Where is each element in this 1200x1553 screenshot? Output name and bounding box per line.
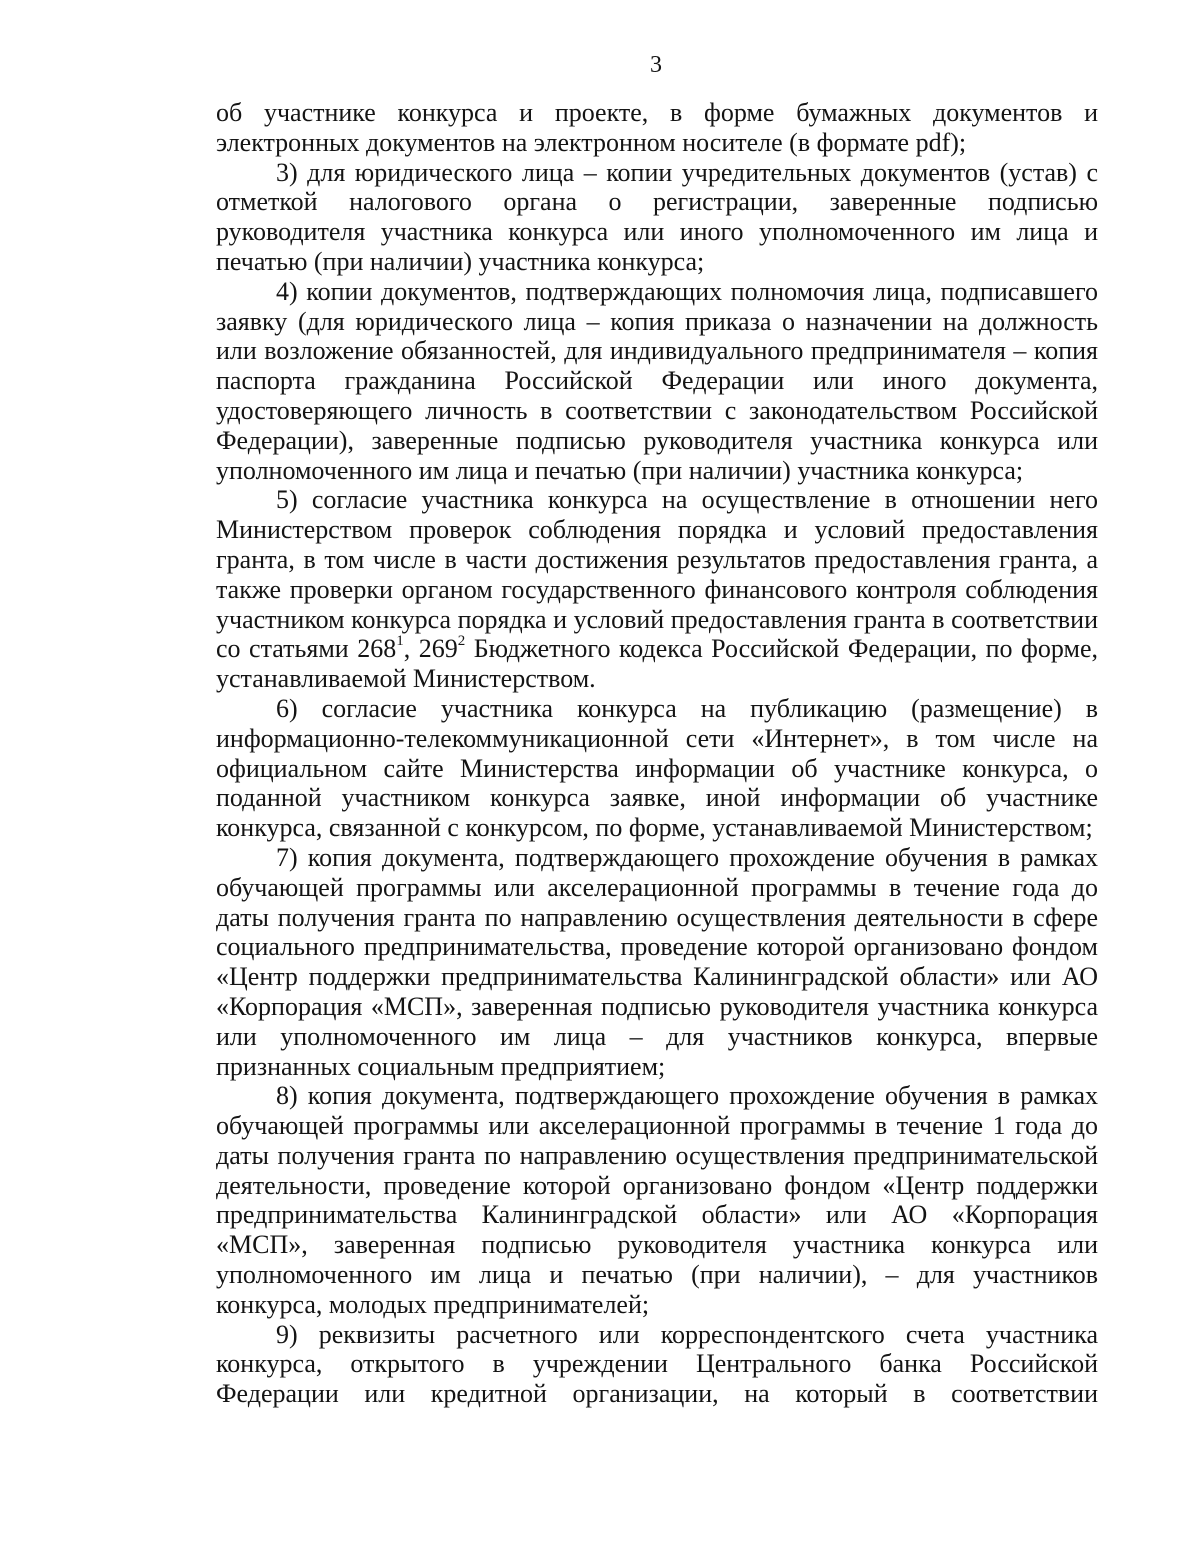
paragraph-item-5-text-after: Бюджетного кодекса Российской Федерации, по форме, устанавливаемой Министерством. — [216, 634, 1098, 694]
paragraph-continuation: об участнике конкурса и проекте, в форме бумажных документов и электронных документов на электронном носителе (в формате pdf); — [216, 98, 1098, 157]
paragraph-item-5-text-mid: , 269 — [403, 634, 458, 664]
paragraph-item-8: 8) копия документа, подтверждающего прохождение обучения в рамках обучающей программы или акселерационной программы в течение 1 года до даты получения гранта по направлению осуществления предпринимательской деятельности, проведение которой организовано фондом «Центр поддержки предпринимательства Калининградской области» или АО «Корпорация «МСП», заверенная подписью руководителя участника конкурса или уполномоченного им лица и печатью (при наличии), – для участников конкурса, молодых предпринимателей; — [216, 1081, 1098, 1319]
paragraph-item-5-text-before: 5) согласие участника конкурса на осуществление в отношении него Министерством проверок соблюдения порядка и условий предоставления гранта, в том числе в части достижения результатов предоставления гранта, а также проверки органом государственного финансового контроля соблюдения участником конкурса порядка и условий предоставления гранта в соответствии со статьями 268 — [216, 485, 1098, 664]
article-superscript-2: 2 — [457, 633, 466, 650]
article-superscript-1: 1 — [396, 633, 404, 650]
paragraph-item-3: 3) для юридического лица – копии учредительных документов (устав) с отметкой налогового органа о регистрации, заверенные подписью руководителя участника конкурса или иного уполномоченного им лица и печатью (при наличии) участника конкурса; — [216, 157, 1098, 276]
paragraph-item-6: 6) согласие участника конкурса на публикацию (размещение) в информационно-телекоммуникационной сети «Интернет», в том числе на официальном сайте Министерства информации об участнике конкурса, о поданной участником конкурса заявке, иной информации об участнике конкурса, связанной с конкурсом, по форме, устанавливаемой Министерством; — [216, 693, 1098, 843]
paragraph-item-7: 7) копия документа, подтверждающего прохождение обучения в рамках обучающей программы или акселерационной программы в течение года до даты получения гранта по направлению осуществления деятельности в сфере социального предпринимательства, проведение которой организовано фондом «Центр поддержки предпринимательства Калининградской области» или АО «Корпорация «МСП», заверенная подписью руководителя участника конкурса или уполномоченного им лица – для участников конкурса, впервые признанных социальным предприятием; — [216, 842, 1098, 1081]
page-number: 3 — [650, 52, 662, 78]
paragraph-item-9: 9) реквизиты расчетного или корреспондентского счета участника конкурса, открытого в учреждении Центрального банка Российской Федерации или кредитной организации, на который в соответствии — [216, 1319, 1098, 1409]
document-body — [216, 98, 1098, 1409]
paragraph-item-5 — [216, 485, 1098, 694]
paragraph-item-4: 4) копии документов, подтверждающих полномочия лица, подписавшего заявку (для юридического лица – копия приказа о назначении на должность или возложение обязанностей, для индивидуального предпринимателя – копия паспорта гражданина Российской Федерации или иного документа, удостоверяющего личность в соответствии с законодательством Российской Федерации), заверенные подписью руководителя участника конкурса или уполномоченного им лица и печатью (при наличии) участника конкурса; — [216, 276, 1098, 485]
